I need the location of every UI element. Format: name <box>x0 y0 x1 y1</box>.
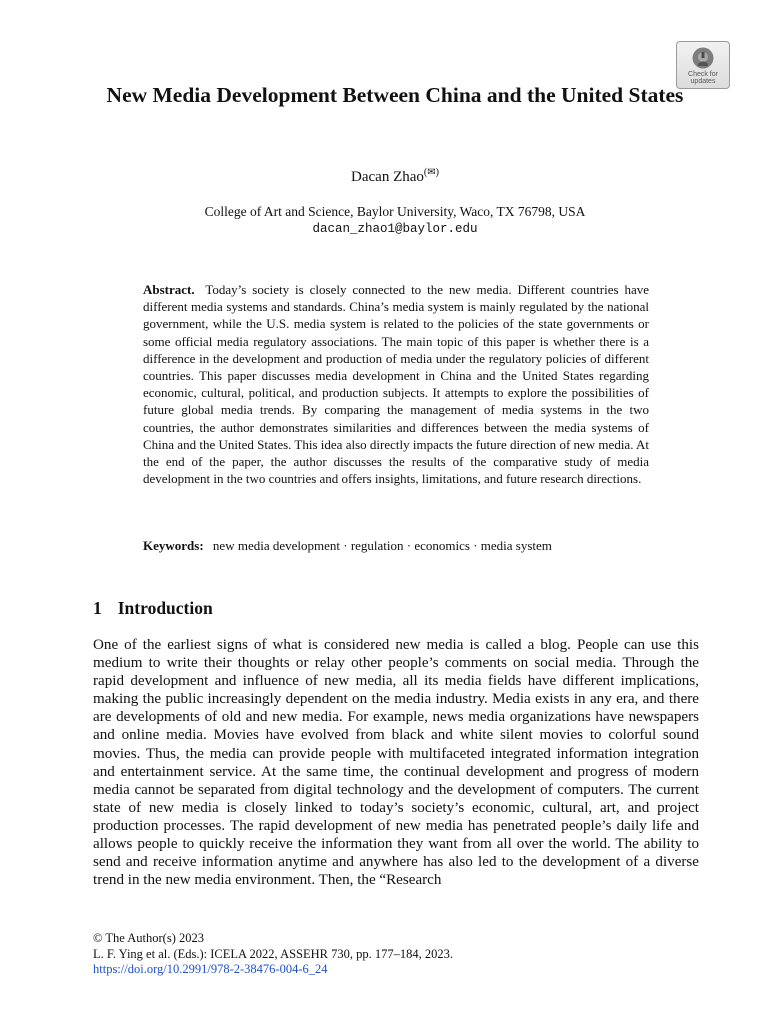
abstract <box>143 281 649 487</box>
mail-icon[interactable]: (✉) <box>423 167 439 178</box>
badge-label: Check for updates <box>688 71 718 85</box>
section-title: Introduction <box>117 598 213 618</box>
copyright: © The Author(s) 2023 <box>93 931 204 945</box>
citation: L. F. Ying et al. (Eds.): ICELA 2022, ASSEHR 730, pp. 177–184, 2023. <box>93 946 453 961</box>
author-line <box>100 168 690 187</box>
abstract-text: Today’s society is closely connected to the new media. Different countries have different media systems and standards. China’s media system is mainly regulated by the national government, while the U.S. media system is related to the policies of the state governments or some official media regulatory associations. The main topic of this paper is whether there is a difference in the development and production of media under the regulatory policies of different countries. This paper discusses media development in China and the United States regarding economic, cultural, political, and production subjects. It attempts to explore the possibilities of future global media trends. By comparing the management of media systems in the two countries, the author demonstrates similarities and differences between the media systems of China and the United States. This idea also directly impacts the future direction of new media. At the end of the paper, the author discusses the results of the comparative study of media development in the two countries and offers insights, limitations, and future research directions. <box>143 282 650 487</box>
author-name: Dacan Zhao <box>351 169 424 185</box>
section-body: One of the earliest signs of what is considered new media is called a blog. People can use this medium to write their thoughts or relay other people’s comments on social media. Through the rapid development and influence of new media, all its media fields have different implications, making the public increasingly dependent on the media industry. Media exists in any era, and there are developments of old and new media. For example, news media organizations have newspapers and online media. Movies have evolved from black and white silent movies to colorful sound movies. Thus, the media can provide people with multifaceted integrated information integration and entertainment service. At the same time, the continual development and progress of modern media cannot be separated from digital technology and the development of computers. The current state of new media is closely linked to today’s society’s economic, cultural, art, and project production processes. The rapid development of new media has penetrated people’s daily life and allows people to quickly receive the information they want from all over the world. The ability to send and receive information anytime and anywhere has also led to the development of a diverse trend in the new media environment. Then, the “Research <box>93 637 699 889</box>
section-heading <box>93 597 213 619</box>
abstract-label: Abstract. <box>143 282 195 297</box>
section-number: 1 <box>93 598 102 618</box>
keywords-label: Keywords: <box>143 538 204 553</box>
paper-title: New Media Development Between China and the United States <box>106 83 684 107</box>
affiliation: College of Art and Science, Baylor University, Waco, TX 76798, USA <box>204 204 586 219</box>
check-updates-icon <box>691 46 715 70</box>
keywords-text: new media development · regulation · economics · media system <box>212 538 552 553</box>
author-email[interactable]: dacan_zhao1@baylor.edu <box>312 222 478 236</box>
doi-link[interactable]: https://doi.org/10.2991/978-2-38476-004-6_24 <box>93 962 328 976</box>
keywords <box>143 537 663 554</box>
footer <box>93 931 699 978</box>
